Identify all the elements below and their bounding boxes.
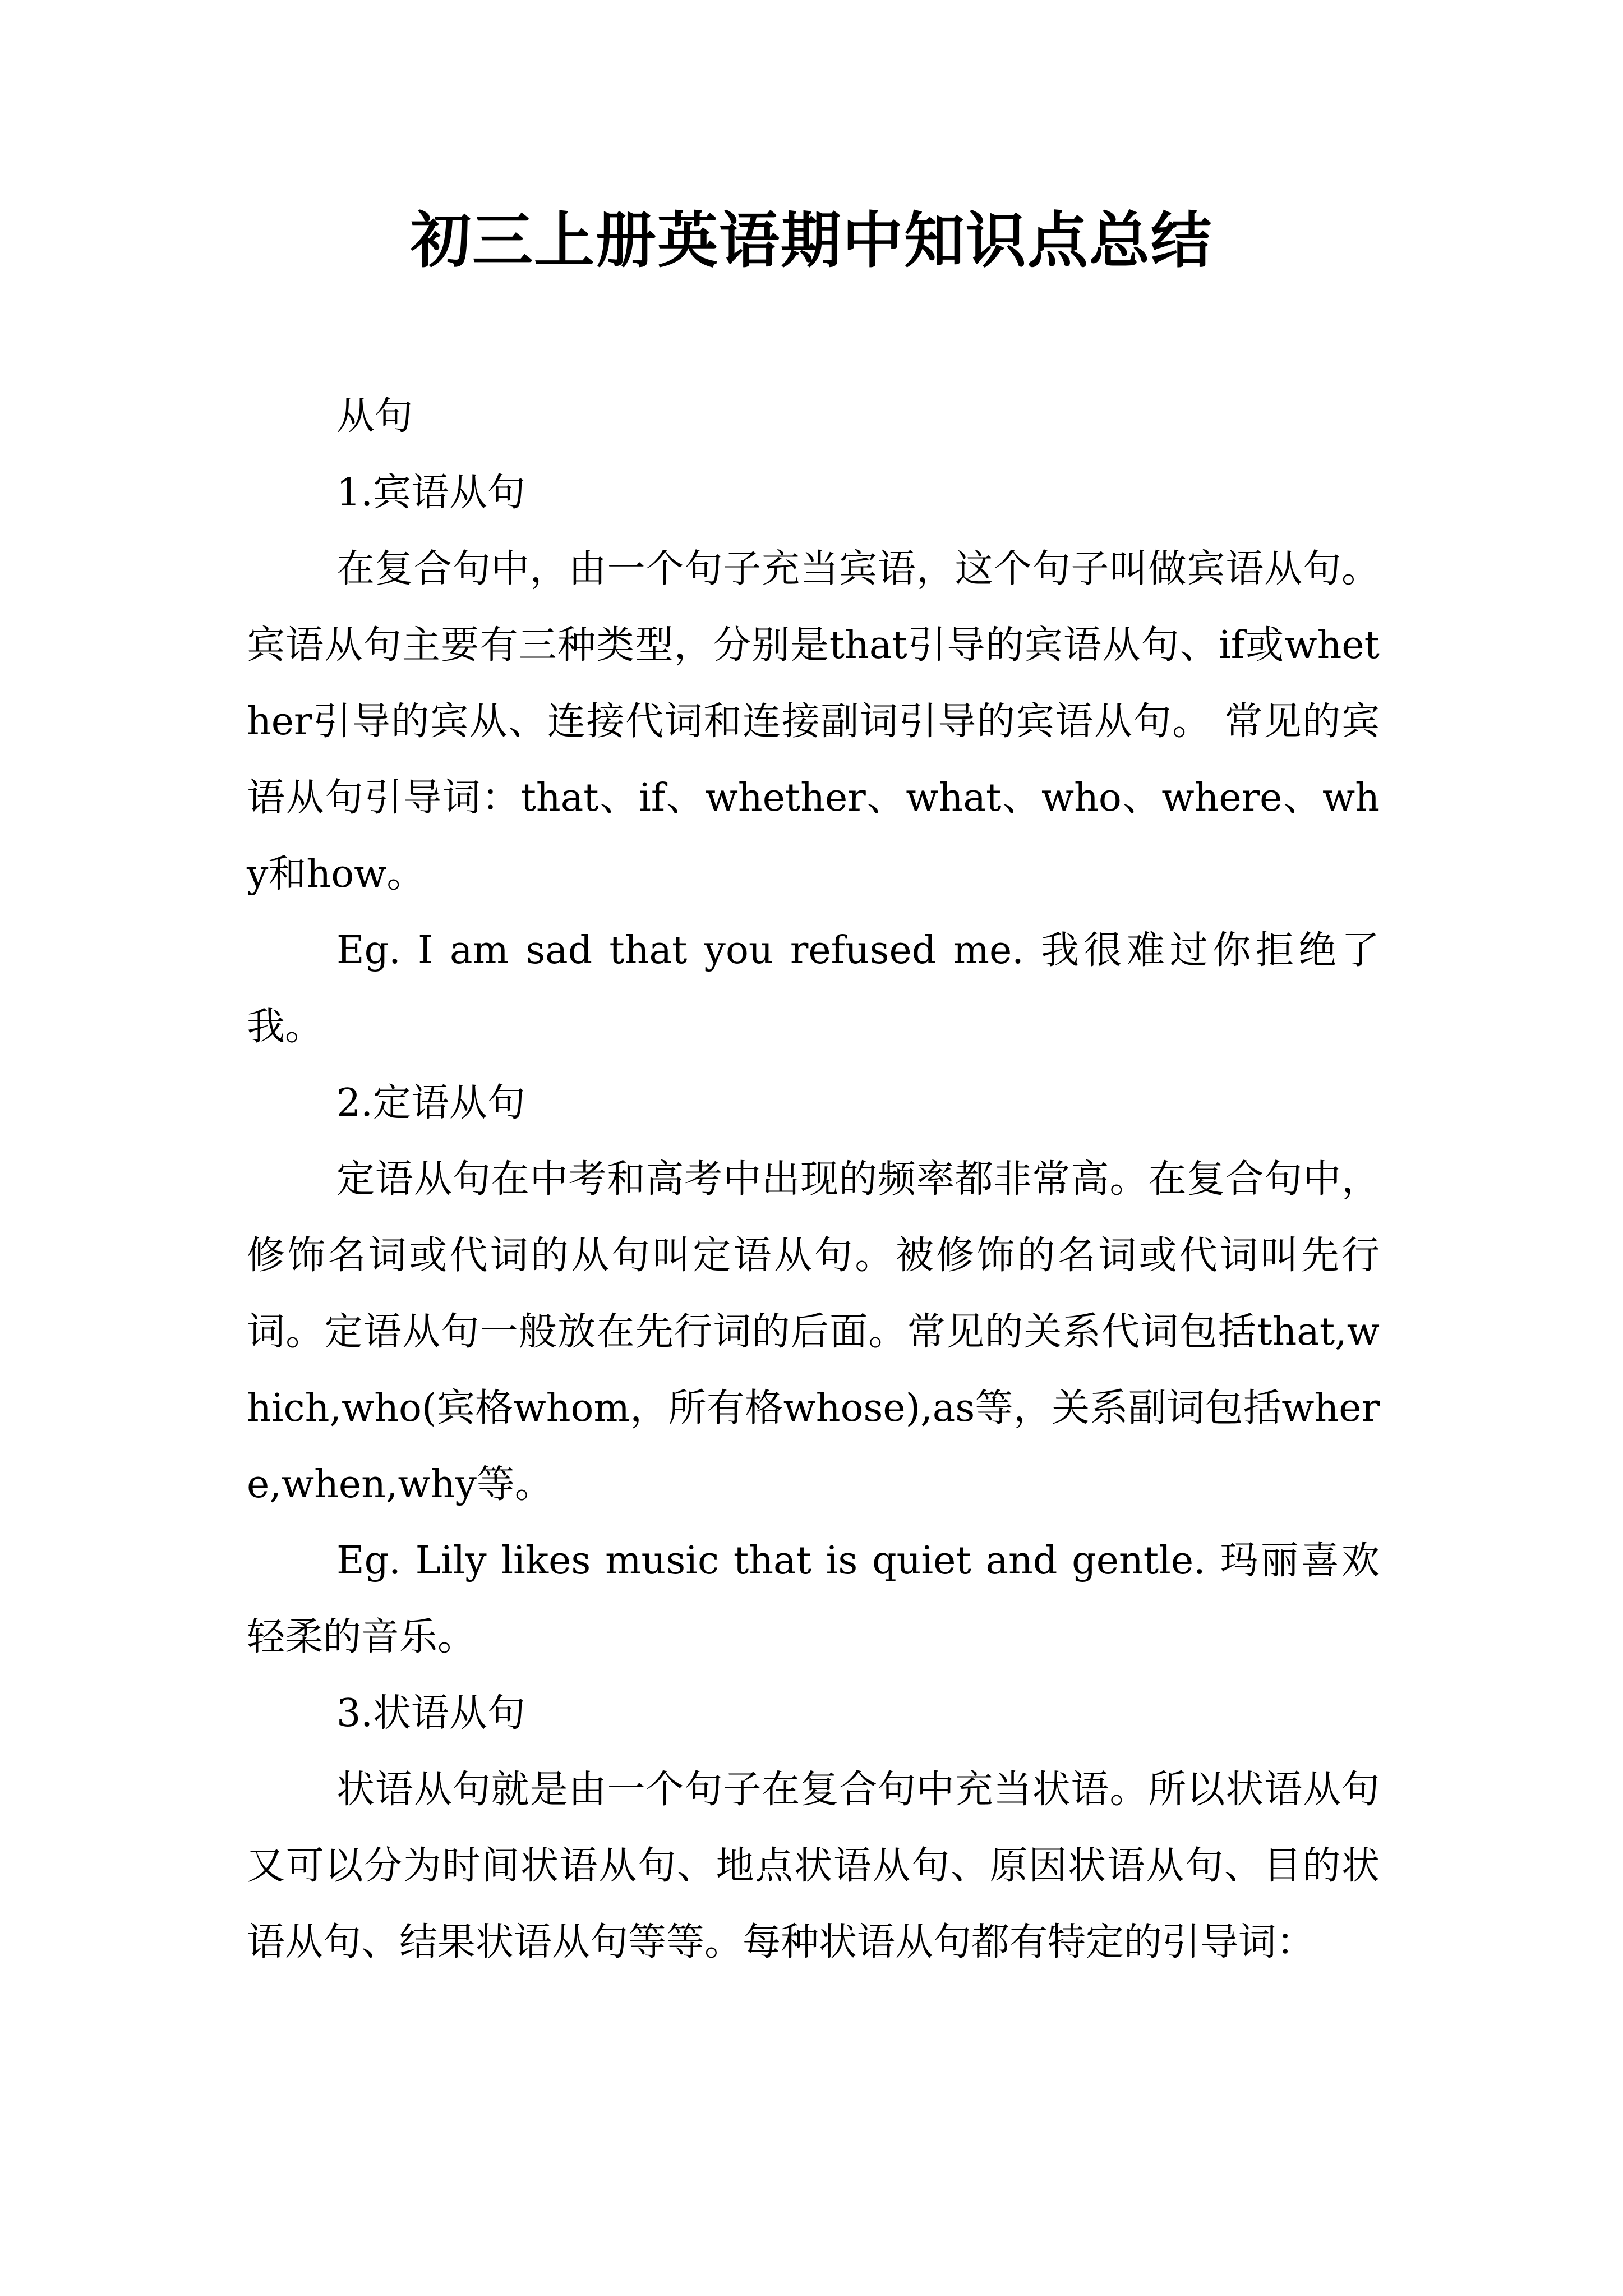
subheading-adverbial-clause: 3.状语从句 (336, 1691, 525, 1736)
subheading-attributive-clause: 2.定语从句 (336, 1081, 525, 1125)
document-title: 初三上册英语期中知识点总结 (410, 206, 1212, 276)
example-attributive-clause: Eg. Lily likes music that is quiet and gentle. 玛丽喜欢轻柔的音乐。 (247, 1539, 1380, 1659)
example-object-clause: Eg. I am sad that you refused me. 我很难过你拒绝了我。 (247, 928, 1380, 1049)
paragraph-attributive-clause: 定语从句在中考和高考中出现的频率都非常高。在复合句中，修饰名词或代词的从句叫定语从句。被修饰的名词或代词叫先行词。定语从句一般放在先行词的后面。常见的关系代词包括that,which,who(宾格whom，所有格whose),as等，关系副词包括where,when,why等。 (247, 1157, 1380, 1507)
document-body (247, 379, 1380, 1981)
section-heading-clauses: 从句 (336, 394, 413, 439)
paragraph-adverbial-clause: 状语从句就是由一个句子在复合句中充当状语。所以状语从句又可以分为时间状语从句、地点状语从句、原因状语从句、目的状语从句、结果状语从句等等。每种状语从句都有特定的引导词： (247, 1768, 1380, 1964)
paragraph-object-clause: 在复合句中，由一个句子充当宾语，这个句子叫做宾语从句。宾语从句主要有三种类型，分别是that引导的宾语从句、if或whether引导的宾从、连接代词和连接副词引导的宾语从句。 常见的宾语从句引导词：that、if、whether、what、who、where、why和how。 (247, 547, 1380, 896)
subheading-object-clause: 1.宾语从句 (336, 471, 525, 515)
